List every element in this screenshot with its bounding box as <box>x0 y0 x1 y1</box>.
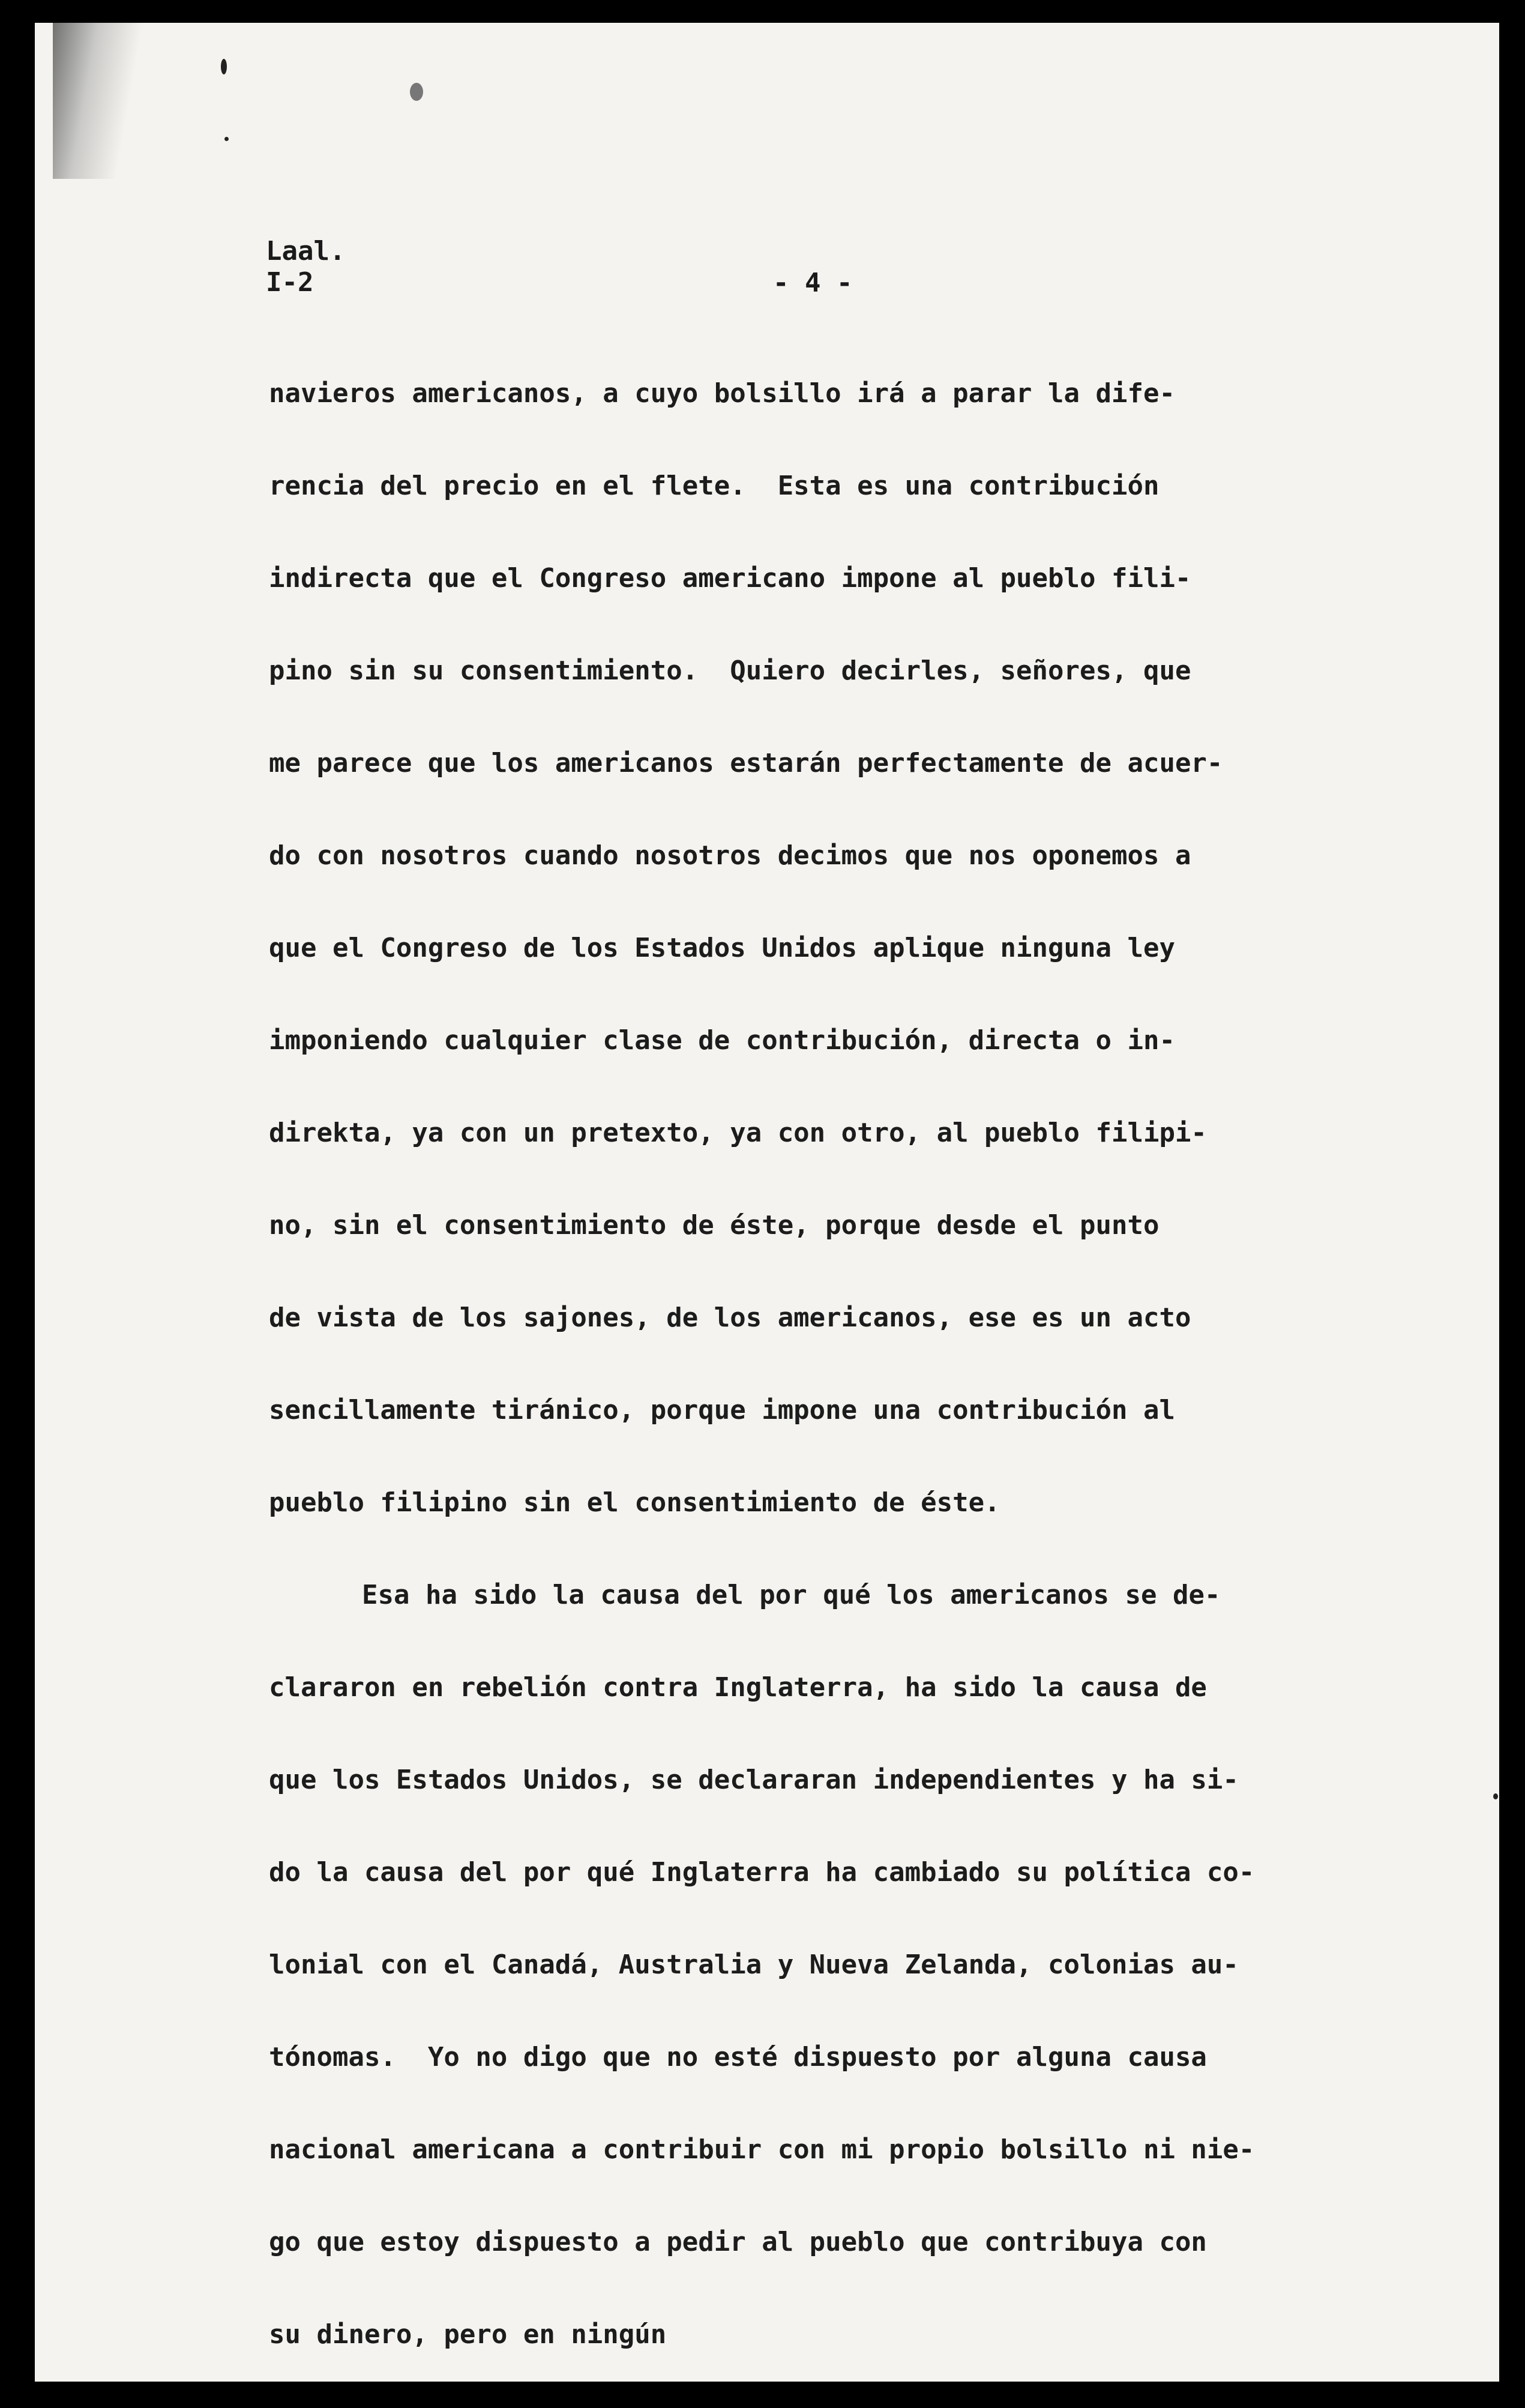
text-line: direkta, ya con un pretexto, ya con otro, al pueblo filipi- <box>269 1118 1207 1148</box>
reference-line-2: I-2 <box>266 267 314 298</box>
text-line: que el Congreso de los Estados Unidos aplique ninguna ley <box>269 933 1175 963</box>
scan-speck <box>410 83 423 101</box>
text-line: de vista de los sajones, de los americanos, ese es un acto <box>269 1302 1191 1333</box>
text-line: imponiendo cualquier clase de contribución, directa o in- <box>269 1025 1175 1056</box>
text-line: go que estoy dispuesto a pedir al pueblo que contribuya con <box>269 2227 1207 2257</box>
body-text <box>269 370 1457 2382</box>
scan-speck <box>221 59 227 74</box>
text-line: do la causa del por qué Inglaterra ha cambiado su política co- <box>269 1857 1255 1888</box>
document-reference <box>266 236 345 298</box>
text-line: navieros americanos, a cuyo bolsillo irá a parar la dife- <box>269 378 1175 409</box>
reference-line-1: Laal. <box>266 236 346 266</box>
scan-edge-shadow <box>53 23 155 179</box>
text-line: pueblo filipino sin el consentimiento de éste. <box>269 1487 1000 1518</box>
page-number: - 4 - <box>773 268 853 298</box>
text-line: me parece que los americanos estarán perfectamente de acuer- <box>269 748 1223 778</box>
text-line: nacional americana a contribuir con mi propio bolsillo ni nie- <box>269 2134 1255 2165</box>
text-line: que los Estados Unidos, se declararan independientes y ha si- <box>269 1765 1239 1795</box>
text-line: lonial con el Canadá, Australia y Nueva Zelanda, colonias au- <box>269 1949 1239 1980</box>
scan-speck <box>224 137 229 141</box>
scan-speck <box>1493 1793 1498 1799</box>
text-line: tónomas. Yo no digo que no esté dispuesto por alguna causa <box>269 2042 1207 2072</box>
text-line: indirecta que el Congreso americano impone al pueblo fili- <box>269 563 1191 594</box>
paragraph-start-line: Esa ha sido la causa del por qué los americanos se de- <box>362 1580 1221 1610</box>
text-line: su dinero, pero en ningún <box>269 2319 667 2350</box>
text-line: do con nosotros cuando nosotros decimos que nos oponemos a <box>269 840 1191 871</box>
text-line: pino sin su consentimiento. Quiero decirles, señores, que <box>269 655 1191 686</box>
text-line: sencillamente tiránico, porque impone una contribución al <box>269 1395 1175 1425</box>
text-line: rencia del precio en el flete. Esta es una contribución <box>269 471 1160 501</box>
text-line: no, sin el consentimiento de éste, porque desde el punto <box>269 1210 1160 1241</box>
document-page <box>35 23 1499 2382</box>
text-line: clararon en rebelión contra Inglaterra, ha sido la causa de <box>269 1672 1207 1703</box>
